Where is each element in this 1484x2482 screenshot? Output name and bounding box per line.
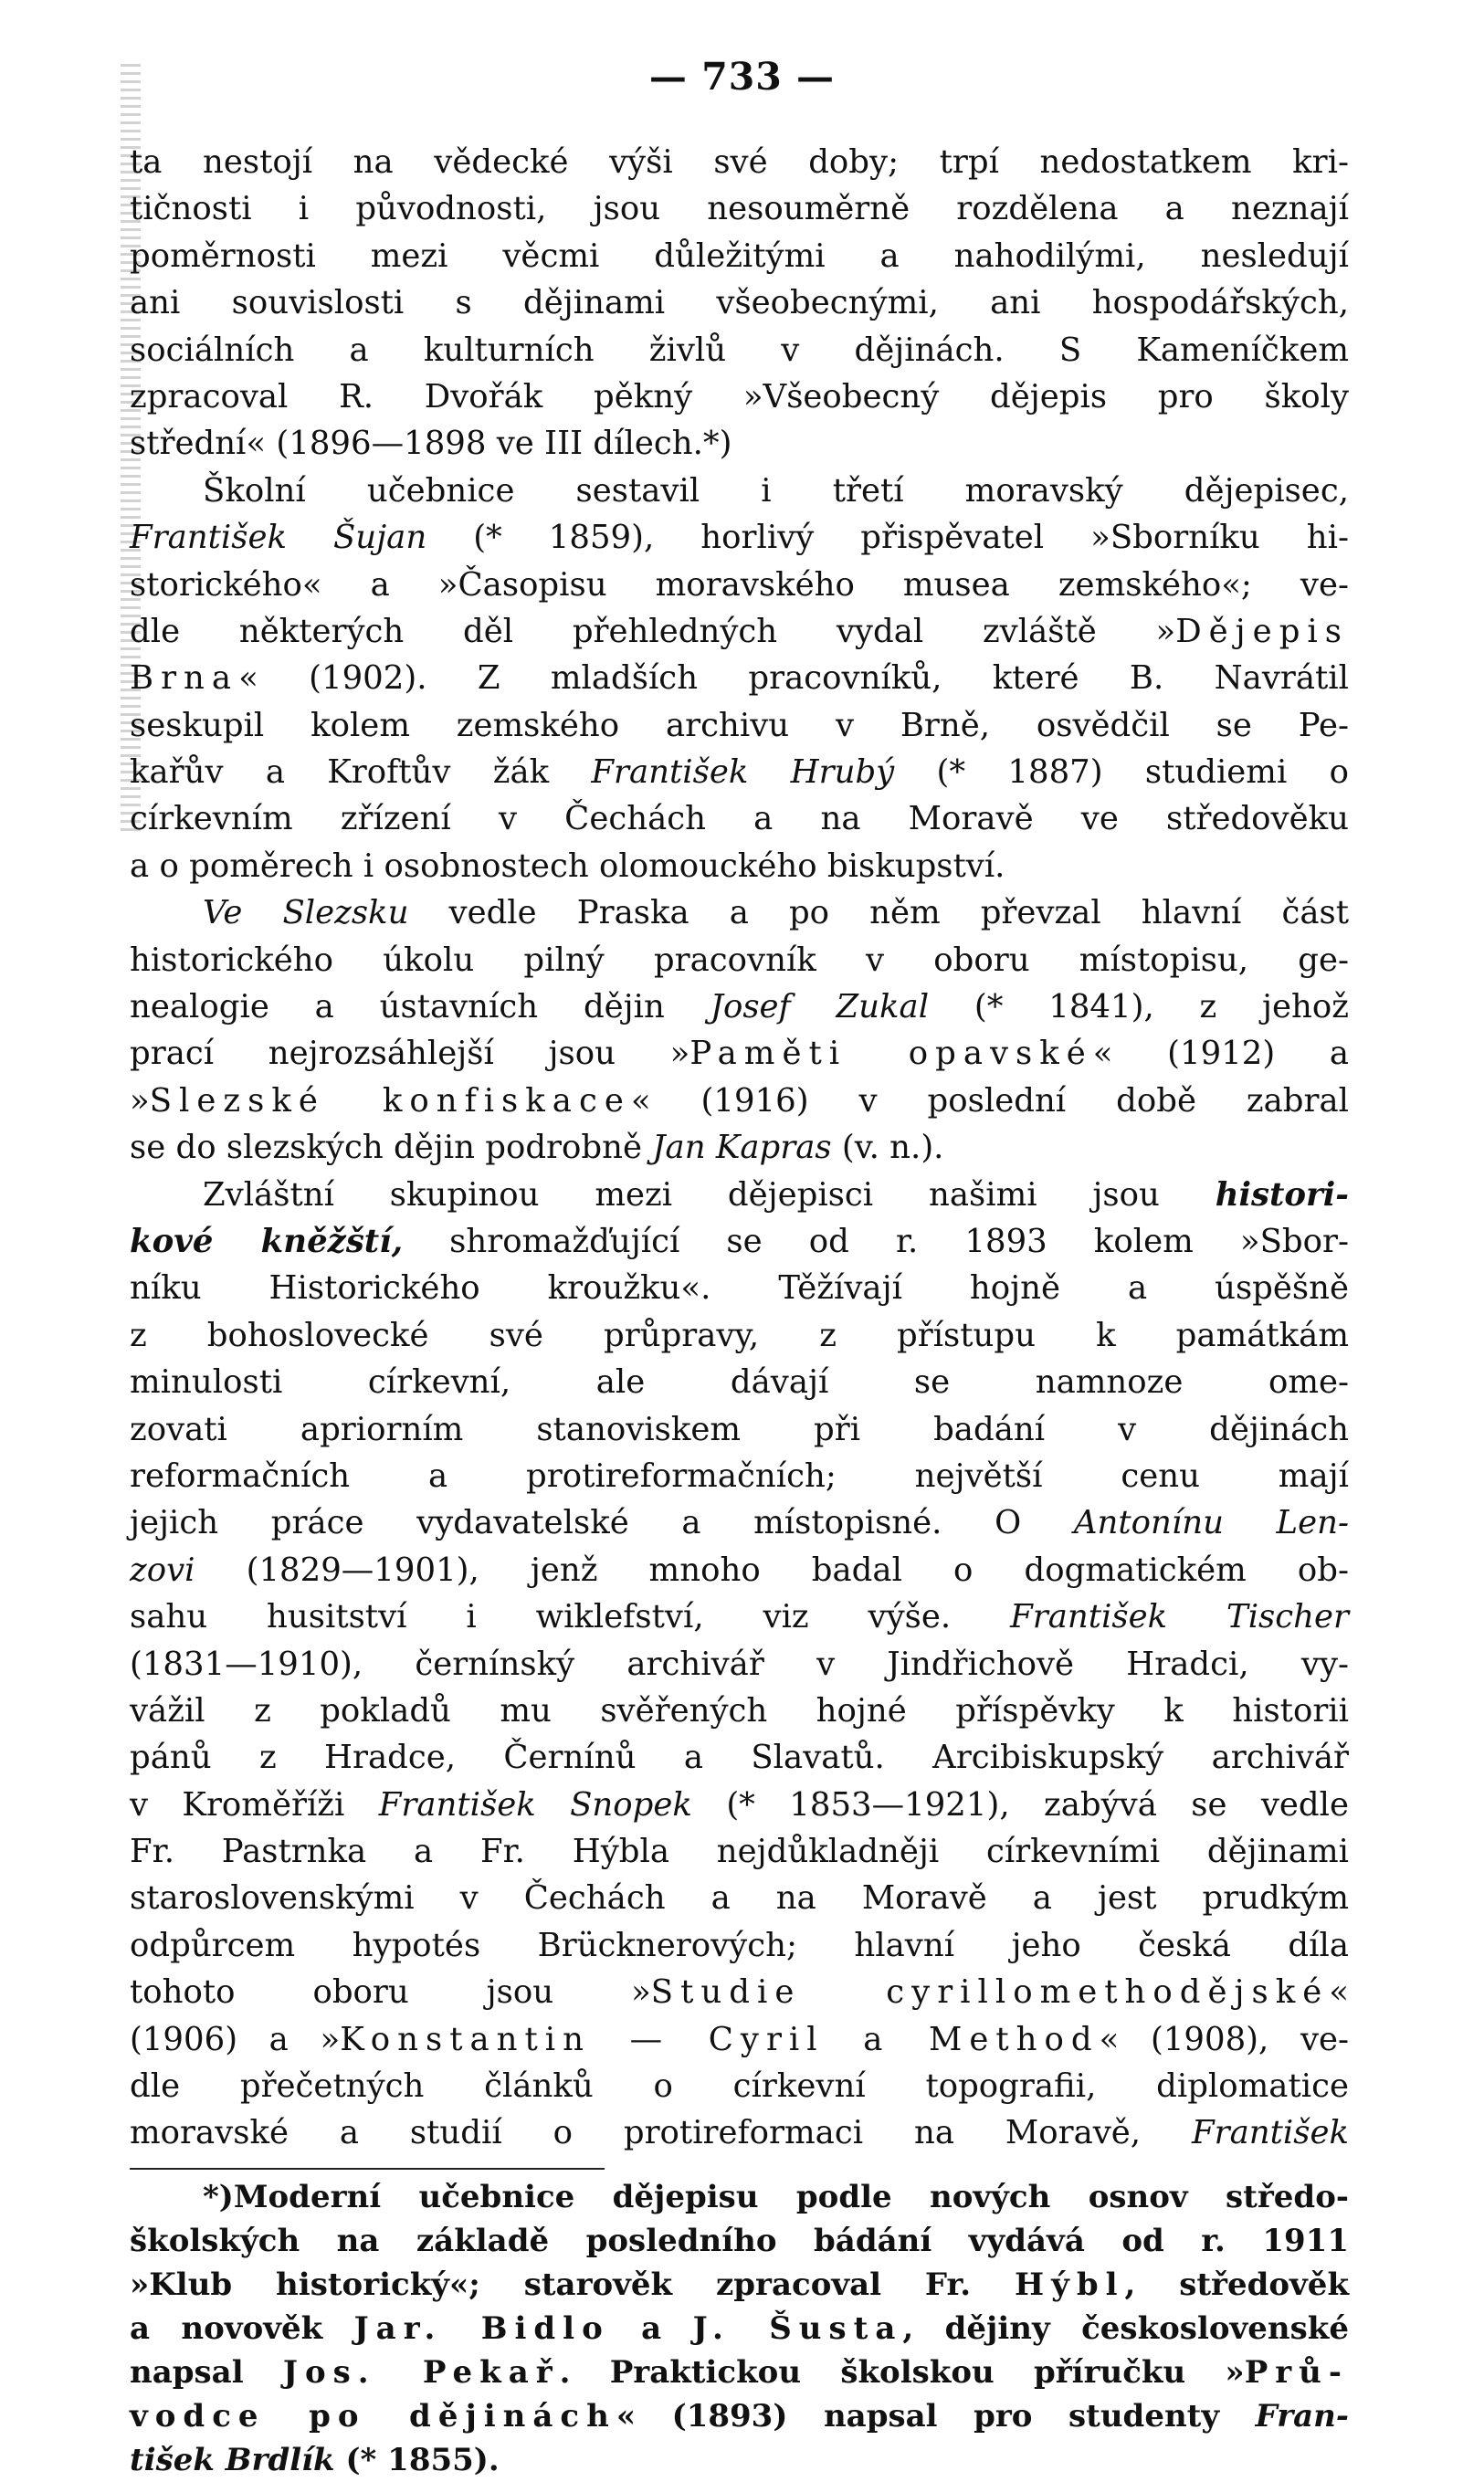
text-line	[130, 1782, 1349, 1828]
text-line: Školní učebnice sestavil i třetí moravský dějepisec,	[203, 471, 1349, 510]
person-name: Fran-	[1255, 2397, 1349, 2435]
region-name: Ve Slezsku	[203, 894, 409, 932]
spaced-title: Studie cyrillomethodějské	[650, 1973, 1330, 2012]
text-line	[130, 1969, 1349, 2015]
text-run: se do slezských dějin podrobně	[130, 1129, 642, 1167]
paragraph-3	[130, 889, 1349, 1171]
text-run: tohoto oboru jsou »	[130, 1973, 651, 2012]
text-column	[130, 139, 1349, 2482]
spaced-name: Jar. Bidlo	[353, 2309, 610, 2347]
text-run: . Praktickou školskou příručku »	[559, 2353, 1245, 2391]
text-line: tičnosti i původnosti, jsou nesouměrně rozdělena a neznají	[130, 190, 1349, 228]
text-run: , dějiny československé	[902, 2309, 1349, 2347]
footnote-line: *)Moderní učebnice dějepisu podle nových osnov středo-	[203, 2178, 1349, 2215]
text-line	[130, 1172, 1349, 1218]
spaced-name: Hýbl	[1014, 2266, 1125, 2303]
text-run: a	[641, 2309, 662, 2347]
spaced-title: Prů-	[1244, 2353, 1349, 2391]
text-line: minulosti církevní, ale dávají se namnoze ome-	[130, 1363, 1349, 1402]
text-line	[130, 655, 1349, 701]
text-line	[130, 1218, 1349, 1265]
person-name: zovi	[130, 1551, 195, 1589]
text-line: z bohoslovecké své průpravy, z přístupu k památkám	[130, 1316, 1349, 1354]
text-line: ani souvislosti s dějinami všeobecnými, ani hospodářských,	[130, 284, 1349, 322]
text-run: (* 1887) studiemi o	[936, 753, 1349, 792]
text-run: « (1902). Z mladších pracovníků, které B. Navrátil	[238, 659, 1349, 698]
footnote	[130, 2175, 1349, 2482]
text-run: prací nejrozsáhlejší jsou »	[130, 1035, 690, 1073]
text-run: sahu husitství i wiklefství, viz výše.	[130, 1598, 952, 1636]
text-line	[130, 983, 1349, 1030]
person-name: tišek Brdlík	[130, 2441, 335, 2478]
page-number: — 733 —	[648, 55, 836, 99]
person-name: František Snopek	[378, 1785, 692, 1824]
text-line: církevním zřízení v Čechách a na Moravě ve středověku	[130, 800, 1349, 838]
text-line: zovati apriorním stanoviskem při badání v dějinách	[130, 1410, 1349, 1448]
footnote-line	[130, 2394, 1349, 2438]
text-line: seskupil kolem zemského archivu v Brně, osvědčil se Pe-	[130, 706, 1349, 744]
text-run: (1906) a »	[130, 2020, 341, 2058]
text-run: «	[1329, 1973, 1349, 2012]
text-run: shromažďující se od r. 1893 kolem »Sbor-	[449, 1222, 1349, 1260]
text-run: napsal	[130, 2353, 244, 2391]
footnote-line	[130, 2438, 1349, 2482]
text-run: « (1916) v poslední době zabral	[630, 1081, 1349, 1120]
text-line: odpůrcem hypotés Brücknerových; hlavní jeho česká díla	[130, 1926, 1349, 1964]
footnote-line	[130, 2263, 1349, 2307]
text-line: storického« a »Časopisu moravského musea zemského«; ve-	[130, 565, 1349, 604]
text-run: »	[130, 1081, 150, 1120]
text-run: (1829—1901), jenž mnoho badal o dogmatickém ob-	[246, 1551, 1350, 1589]
text-line	[130, 1030, 1349, 1077]
text-line: zpracoval R. Dvořák pěkný »Všeobecný dějepis pro školy	[130, 377, 1349, 415]
text-line: staroslovenskými v Čechách a na Moravě a jest prudkým	[130, 1879, 1349, 1918]
person-name: František Hrubý	[591, 753, 895, 792]
text-run: jejich práce vydavatelské a místopisné. O	[130, 1504, 1022, 1542]
text-line: vážil z pokladů mu svěřených hojné příspěvky k historii	[130, 1691, 1349, 1730]
text-run: (* 1859), horlivý přispěvatel »Sborníku hi-	[473, 519, 1349, 557]
text-line: Fr. Pastrnka a Fr. Hýbla nejdůkladněji církevními dějinami	[130, 1833, 1349, 1871]
paragraph-4	[130, 1172, 1349, 2157]
person-name: František	[1192, 2114, 1349, 2152]
text-run: (* 1855).	[345, 2441, 500, 2478]
text-line	[130, 749, 1349, 795]
text-run: , středověk	[1124, 2266, 1350, 2303]
text-run: vedle Praska a po něm převzal hlavní část	[448, 894, 1349, 932]
text-line: historického úkolu pilný pracovník v oboru místopisu, ge-	[130, 941, 1349, 979]
text-line	[130, 1593, 1349, 1640]
text-run: v Kroměříži	[130, 1785, 345, 1824]
text-run: Zvláštní skupinou mezi dějepisci našimi jsou	[203, 1175, 1160, 1214]
spaced-name: J. Šusta	[692, 2309, 903, 2347]
text-line	[130, 1547, 1349, 1593]
text-line	[130, 1499, 1349, 1546]
paragraph-2	[130, 468, 1349, 890]
text-line: dle přečetných článků o církevní topografii, diplomatice	[130, 2067, 1349, 2106]
text-line: a o poměrech i osobnostech olomouckého biskupství.	[130, 847, 1005, 885]
footnote-separator	[130, 2168, 605, 2170]
text-line: reformačních a protireformačních; největší cenu mají	[130, 1457, 1349, 1495]
text-line	[130, 1124, 1349, 1171]
text-run: « (1908), ve-	[1099, 2020, 1349, 2058]
emphasis: kové kněžští,	[130, 1222, 404, 1260]
text-run: « (1893) napsal pro studenty	[616, 2397, 1220, 2435]
text-run: kařův a Kroftův žák	[130, 753, 550, 792]
text-run: »Klub historický«; starověk zpracoval Fr.	[130, 2266, 972, 2303]
spaced-title: Konstantin — Cyril a Method	[340, 2020, 1100, 2058]
text-run: (* 1841), z jehož	[974, 988, 1349, 1026]
text-run: (* 1853—1921), zabývá se vedle	[726, 1785, 1349, 1824]
person-name: Antonínu Len-	[1073, 1504, 1349, 1542]
spaced-title: Dějepis	[1175, 612, 1349, 650]
text-line: střední« (1896—1898 ve III dílech.*)	[130, 425, 732, 463]
text-line: poměrnosti mezi věcmi důležitými a nahodilými, nesledují	[130, 237, 1349, 275]
text-line	[130, 2109, 1349, 2156]
footnote-line: školských na základě posledního bádání vydává od r. 1911	[130, 2222, 1349, 2259]
emphasis: histori-	[1215, 1175, 1349, 1214]
spaced-title: Brna	[130, 659, 239, 698]
text-run: dle některých děl přehledných vydal zvláště »	[130, 612, 1176, 650]
text-run: « (1912) a	[1092, 1035, 1349, 1073]
paragraph-1	[130, 139, 1349, 468]
text-run: nealogie a ústavních dějin	[130, 988, 665, 1026]
text-line: (1831—1910), černínský archivář v Jindřichově Hradci, vy-	[130, 1645, 1349, 1683]
text-line	[130, 514, 1349, 561]
text-line: ta nestojí na vědecké výši své doby; trpí nedostatkem kri-	[130, 143, 1349, 181]
footnote-line	[130, 2351, 1349, 2394]
spaced-name: Jos. Pekař	[282, 2353, 560, 2391]
person-name: Josef Zukal	[710, 988, 930, 1026]
person-name: František Šujan	[130, 519, 427, 557]
person-name: František Tischer	[1010, 1598, 1349, 1636]
text-line	[130, 889, 1349, 936]
person-name: Jan Kapras	[652, 1129, 832, 1167]
footnote-line	[130, 2307, 1349, 2351]
text-line: pánů z Hradce, Černínů a Slavatů. Arcibiskupský archivář	[130, 1739, 1349, 1777]
spaced-title: Paměti opavské	[689, 1035, 1093, 1073]
spaced-title: Slezské konfiskace	[149, 1081, 631, 1120]
text-line	[130, 1078, 1349, 1124]
text-line: níku Historického kroužku«. Těžívají hojně a úspěšně	[130, 1269, 1349, 1308]
text-run: (v. n.).	[841, 1129, 944, 1167]
spaced-title: vodce po dějinách	[130, 2397, 616, 2435]
text-line	[130, 608, 1349, 655]
text-run: moravské a studií o protireformaci na Moravě,	[130, 2114, 1142, 2152]
text-line	[130, 2016, 1349, 2063]
text-line: sociálních a kulturních živlů v dějinách. S Kameníčkem	[130, 331, 1349, 369]
text-run: a novověk	[130, 2309, 323, 2347]
